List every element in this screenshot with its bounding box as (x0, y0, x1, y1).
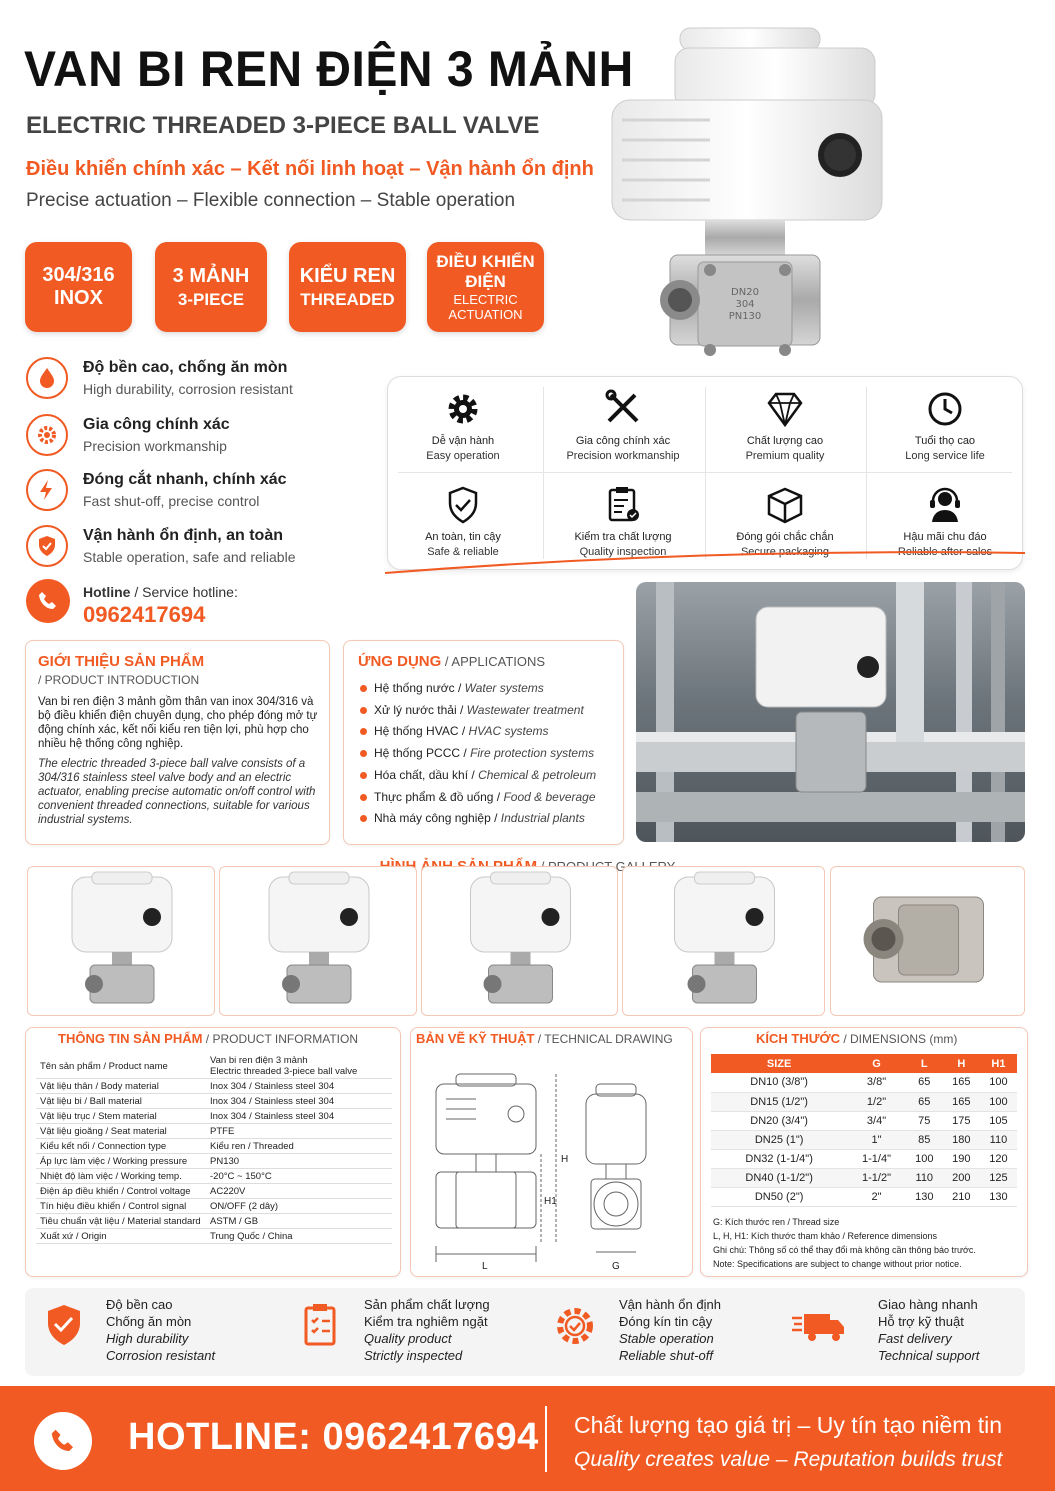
hotline-label-vi: Hotline (83, 584, 131, 600)
spec-value: Van bi ren điện 3 mảnh Electric threaded 3-piece ball valve (206, 1054, 392, 1079)
dimension-cell: 105 (980, 1111, 1017, 1130)
technical-drawing (416, 1054, 686, 1276)
footer-slogan-vi: Chất lượng tạo giá trị – Uy tín tạo niềm tin (574, 1412, 1003, 1438)
bottom-feature-line: Reliable shut-off (619, 1348, 713, 1363)
drawing-title-vi: BẢN VẼ KỸ THUẬT (416, 1031, 535, 1046)
badge-threaded-line2: THREADED (300, 289, 395, 309)
benefit-sublabel: Precision workmanship (566, 450, 680, 462)
benefits-grid (387, 376, 1023, 570)
drop-icon (26, 357, 68, 399)
dimensions-title (756, 1031, 957, 1046)
application-item: Hệ thống nước / Water systems (374, 681, 544, 695)
spec-label: Tiêu chuẩn vật liệu / Material standard (36, 1214, 206, 1229)
benefit-quality (710, 389, 860, 462)
spec-value: Inox 304 / Stainless steel 304 (206, 1109, 392, 1124)
feature-precision (26, 412, 376, 462)
badge-pieces-line1: 3 MẢNH (172, 264, 250, 287)
drawing-card (410, 1027, 693, 1277)
dimension-cell: 130 (980, 1187, 1017, 1206)
bottom-feature-line: Hỗ trợ kỹ thuật (878, 1314, 964, 1329)
dimensions-notes (713, 1215, 1023, 1271)
feature-subtitle: Stable operation, safe and reliable (83, 549, 296, 565)
application-en: Industrial plants (500, 811, 585, 826)
bottom-feature-line: Độ bền cao (106, 1297, 173, 1312)
badge-electric-line2: ĐIỆN (465, 272, 506, 291)
badge-electric (427, 242, 544, 332)
dimension-header: H (943, 1054, 980, 1073)
dimension-cell: 85 (906, 1130, 943, 1149)
dimension-cell: DN10 (3/8") (711, 1073, 847, 1092)
dim-label-l: L (482, 1261, 488, 1272)
bottom-feature-line: Sản phẩm chất lượng (364, 1297, 490, 1312)
table-row (711, 1187, 1017, 1206)
dimension-cell: 165 (943, 1073, 980, 1092)
bottom-feature-line: Giao hàng nhanh (878, 1297, 978, 1312)
benefit-sublabel: Easy operation (426, 450, 500, 462)
feature-shutoff (26, 467, 376, 517)
drawing-title-en: / TECHNICAL DRAWING (534, 1032, 673, 1046)
application-en: Water systems (464, 681, 544, 695)
dimension-cell: 1/2" (847, 1092, 906, 1111)
gear-icon (443, 389, 483, 429)
benefit-sublabel: Long service life (905, 450, 985, 462)
gallery-item[interactable] (421, 866, 618, 1016)
dimension-header: SIZE (711, 1054, 847, 1073)
bottom-feature-line: Corrosion resistant (106, 1348, 216, 1363)
spec-value: Inox 304 / Stainless steel 304 (206, 1094, 392, 1109)
dimension-cell: 175 (943, 1111, 980, 1130)
headset-icon (925, 485, 965, 525)
valve-marking-material: 304 (735, 299, 755, 310)
spec-value: -20°C ~ 150°C (206, 1169, 392, 1184)
tagline-vi: Điều khiển chính xác – Kết nối linh hoạt – Vận hành ổn định (26, 158, 594, 180)
intro-card (25, 640, 330, 845)
hotline-label (83, 584, 238, 600)
bottom-feature (790, 1292, 1020, 1374)
application-vi: Nhà máy công nghiệp (374, 811, 491, 826)
tools-icon (603, 389, 643, 429)
benefit-label: Kiểm tra chất lượng (574, 531, 672, 543)
product-info-card (25, 1027, 401, 1277)
spec-label: Vật liệu trục / Stem material (36, 1109, 206, 1124)
bottom-feature (553, 1292, 783, 1374)
intro-text-vi: Van bi ren điện 3 mảnh gồm thân van inox 304/316 và bộ điều khiển điện chuyên dụng, cho phép đóng mở tự động chính xác, kết nối kiểu ren tiện lợi, phù hợp cho nhiều hệ thống công nghiệp. (38, 696, 318, 750)
spec-label: Vật liệu bi / Ball material (36, 1094, 206, 1109)
hotline-label-en: / Service hotline: (130, 584, 238, 600)
dimension-cell: 110 (980, 1130, 1017, 1149)
dimension-cell: 120 (980, 1149, 1017, 1168)
badge-material-line2: INOX (54, 287, 103, 309)
dim-label-h1: H1 (544, 1196, 557, 1207)
applications-card (343, 640, 624, 845)
gear-icon (26, 414, 68, 456)
feature-stable (26, 523, 376, 573)
benefit-label: Tuổi thọ cao (914, 435, 976, 447)
bottom-feature-line: Đóng kín tin cậy (619, 1314, 713, 1329)
badge-electric-line4: ACTUATION (448, 307, 523, 322)
orange-swoosh (385, 548, 1025, 578)
benefit-sublabel: Quality inspection (579, 546, 667, 558)
dimension-cell: 2" (847, 1187, 906, 1206)
spec-label: Áp lực làm việc / Working pressure (36, 1154, 206, 1169)
benefit-long-life (870, 389, 1020, 462)
application-en: Chemical & petroleum (478, 767, 597, 782)
spec-value: Kiểu ren / Threaded (206, 1139, 392, 1154)
feature-title: Gia công chính xác (83, 416, 230, 433)
product-info-title-en: / PRODUCT INFORMATION (202, 1032, 359, 1046)
drawing-title (416, 1031, 673, 1046)
box-icon (765, 485, 805, 525)
spec-label: Vật liệu gioăng / Seat material (36, 1124, 206, 1139)
table-row (36, 1124, 392, 1139)
product-info-title-vi: THÔNG TIN SẢN PHẨM (58, 1031, 203, 1046)
dimension-cell: DN50 (2") (711, 1187, 847, 1206)
clipboard-icon (298, 1302, 356, 1359)
application-en: Fire protection systems (470, 746, 595, 761)
spec-value: ASTM / GB (206, 1214, 392, 1229)
bottom-feature-line: Fast delivery (878, 1331, 952, 1346)
bottom-feature (42, 1292, 272, 1374)
shield-icon (26, 525, 68, 567)
dimensions-title-en: / DIMENSIONS (mm) (839, 1032, 958, 1046)
gallery-item[interactable] (219, 866, 417, 1016)
dimension-header: H1 (980, 1054, 1017, 1073)
phone-icon[interactable] (26, 579, 70, 623)
badge-electric-line1: ĐIỀU KHIỂN (436, 252, 535, 271)
application-item: Hệ thống HVAC / HVAC systems (374, 724, 549, 739)
dimension-cell: 130 (906, 1187, 943, 1206)
page-title: VAN BI REN ĐIỆN 3 MẢNH (24, 41, 634, 97)
applications-title (358, 653, 545, 670)
table-row (36, 1154, 392, 1169)
benefit-precision (548, 389, 698, 462)
benefit-label: Đóng gói chắc chắn (736, 531, 834, 543)
table-row (36, 1199, 392, 1214)
dimension-cell: 75 (906, 1111, 943, 1130)
applications-title-en: / APPLICATIONS (441, 654, 546, 669)
dimension-cell: 1-1/2" (847, 1168, 906, 1187)
application-vi: Hệ thống nước (374, 681, 455, 695)
badge-pieces (155, 242, 267, 332)
benefit-label: Hậu mãi chu đáo (903, 531, 987, 543)
feature-subtitle: High durability, corrosion resistant (83, 381, 293, 397)
gallery-item[interactable] (622, 866, 825, 1016)
spec-value: Trung Quốc / China (206, 1229, 392, 1244)
phone-icon[interactable] (34, 1412, 92, 1470)
gear-check-icon (553, 1302, 611, 1359)
dimension-cell: 210 (943, 1187, 980, 1206)
badge-electric-line3: ELECTRIC (453, 292, 518, 307)
feature-subtitle: Fast shut-off, precise control (83, 493, 260, 509)
table-row (36, 1184, 392, 1199)
clock-icon (925, 389, 965, 429)
benefit-label: Gia công chính xác (575, 435, 671, 447)
dimension-cell: 3/4" (847, 1111, 906, 1130)
gallery-item[interactable] (830, 866, 1025, 1016)
dim-label-h: H (561, 1154, 569, 1165)
benefit-sublabel: Premium quality (745, 450, 825, 462)
table-row (36, 1109, 392, 1124)
dimension-cell: 100 (980, 1073, 1017, 1092)
dimensions-card (700, 1027, 1028, 1277)
hotline-number[interactable]: 0962417694 (83, 602, 206, 627)
bottom-feature-line: Technical support (878, 1348, 980, 1363)
dim-label-g: G (612, 1261, 620, 1272)
bottom-feature-line: Stable operation (619, 1331, 714, 1346)
application-vi: Thực phẩm & đồ uống (374, 789, 494, 804)
dimension-header: L (906, 1054, 943, 1073)
feature-title: Vận hành ổn định, an toàn (83, 527, 283, 544)
intro-title: GIỚI THIỆU SẢN PHẨM (38, 653, 205, 670)
shield-check-icon (42, 1302, 100, 1359)
clipboard-icon (603, 485, 643, 525)
application-vi: Hệ thống HVAC (374, 724, 459, 739)
spec-label: Nhiệt độ làm việc / Working temp. (36, 1169, 206, 1184)
bottom-feature (298, 1292, 528, 1374)
spec-label: Xuất xứ / Origin (36, 1229, 206, 1244)
dimension-cell: 165 (943, 1092, 980, 1111)
application-item: Hóa chất, dầu khí / Chemical & petroleum (374, 767, 597, 782)
dimension-note: Note: Specifications are subject to change without prior notice. (713, 1259, 962, 1269)
bottom-feature-line: Quality product (364, 1331, 452, 1346)
dimension-cell: 1" (847, 1130, 906, 1149)
spec-label: Kiểu kết nối / Connection type (36, 1139, 206, 1154)
dimension-cell: DN32 (1-1/4") (711, 1149, 847, 1168)
dimension-cell: DN25 (1") (711, 1130, 847, 1149)
badge-material-line1: 304/316 (42, 264, 115, 286)
benefit-label: Dễ vận hành (431, 435, 495, 447)
valve-marking-size: DN20 (731, 287, 759, 298)
spec-value: PTFE (206, 1124, 392, 1139)
application-item: Thực phẩm & đồ uống / Food & beverage (374, 789, 596, 804)
table-row (36, 1229, 392, 1244)
benefit-easy-operation (388, 389, 538, 462)
spec-value: AC220V (206, 1184, 392, 1199)
dimensions-title-vi: KÍCH THƯỚC (756, 1031, 840, 1046)
table-row (36, 1054, 392, 1079)
bottom-feature-line: Chống ăn mòn (106, 1314, 192, 1329)
dimension-header: G (847, 1054, 906, 1073)
valve-marking-pressure: PN130 (728, 311, 762, 322)
dimension-cell: 180 (943, 1130, 980, 1149)
application-vi: Hóa chất, dầu khí (374, 767, 469, 782)
feature-durability (26, 355, 376, 405)
application-en: Food & beverage (503, 789, 596, 804)
dimension-cell: 110 (906, 1168, 943, 1187)
table-row (36, 1214, 392, 1229)
footer-hotline[interactable]: HOTLINE: 0962417694 (128, 1416, 539, 1458)
badge-threaded (289, 242, 406, 332)
dimension-cell: 100 (980, 1092, 1017, 1111)
table-row (711, 1092, 1017, 1111)
benefit-sublabel: Reliable after-sales (897, 546, 993, 558)
truck-icon (790, 1302, 848, 1359)
application-item: Xử lý nước thải / Wastewater treatment (374, 702, 584, 717)
dimension-cell: 65 (906, 1092, 943, 1111)
spec-label: Điện áp điều khiển / Control voltage (36, 1184, 206, 1199)
dimension-cell: 125 (980, 1168, 1017, 1187)
shield-check-icon (443, 485, 483, 525)
bottom-feature-line: Kiểm tra nghiêm ngặt (364, 1314, 488, 1329)
intro-title-en: / PRODUCT INTRODUCTION (38, 673, 200, 687)
diamond-icon (765, 389, 805, 429)
hero-valve-image (600, 20, 890, 365)
table-row (711, 1149, 1017, 1168)
spec-label: Tên sản phẩm / Product name (36, 1054, 206, 1079)
applications-title-vi: ỨNG DỤNG (358, 653, 442, 670)
dimension-note: Ghi chú: Thông số có thể thay đổi mà không cần thông báo trước. (713, 1245, 976, 1255)
application-en: Wastewater treatment (466, 702, 584, 717)
installation-photo (636, 582, 1025, 842)
feature-title: Độ bền cao, chống ăn mòn (83, 359, 288, 376)
table-row (36, 1094, 392, 1109)
application-en: HVAC systems (468, 724, 549, 739)
table-row (36, 1079, 392, 1094)
applications-list (358, 681, 618, 841)
table-row (711, 1073, 1017, 1092)
bottom-feature-line: High durability (106, 1331, 189, 1346)
application-item: Nhà máy công nghiệp / Industrial plants (374, 811, 585, 826)
dimension-cell: 190 (943, 1149, 980, 1168)
lightning-icon (26, 469, 68, 511)
product-info-title (58, 1031, 358, 1046)
table-row (711, 1168, 1017, 1187)
table-row (711, 1130, 1017, 1149)
application-vi: Xử lý nước thải (374, 702, 457, 717)
dimensions-table (711, 1054, 1017, 1207)
badge-pieces-line2: 3-PIECE (177, 289, 245, 309)
spec-value: PN130 (206, 1154, 392, 1169)
feature-title: Đóng cắt nhanh, chính xác (83, 471, 287, 488)
application-item: Hệ thống PCCC / Fire protection systems (374, 746, 595, 761)
application-vi: Hệ thống PCCC (374, 746, 461, 761)
dimension-cell: 200 (943, 1168, 980, 1187)
table-row (36, 1139, 392, 1154)
dimension-cell: DN15 (1/2") (711, 1092, 847, 1111)
benefit-sublabel: Secure packaging (740, 546, 830, 558)
benefit-label: Chất lượng cao (746, 435, 824, 447)
spec-label: Vật liệu thân / Body material (36, 1079, 206, 1094)
page-subtitle: ELECTRIC THREADED 3-PIECE BALL VALVE (26, 112, 540, 139)
bottom-feature-line: Strictly inspected (364, 1348, 463, 1363)
table-row (711, 1111, 1017, 1130)
dimension-cell: 1-1/4" (847, 1149, 906, 1168)
spec-value: ON/OFF (2 dây) (206, 1199, 392, 1214)
dimension-cell: 3/8" (847, 1073, 906, 1092)
dimension-note: G: Kích thước ren / Thread size (713, 1217, 840, 1227)
dimension-cell: DN20 (3/4") (711, 1111, 847, 1130)
badge-threaded-line1: KIỂU REN (299, 264, 396, 287)
dimension-cell: DN40 (1-1/2") (711, 1168, 847, 1187)
dimension-cell: 65 (906, 1073, 943, 1092)
gallery-item[interactable] (27, 866, 215, 1016)
footer-slogan-en: Quality creates value – Reputation builds trust (574, 1448, 1003, 1471)
table-row (36, 1169, 392, 1184)
benefit-sublabel: Safe & reliable (427, 546, 499, 558)
badge-material (25, 242, 132, 332)
spec-value: Inox 304 / Stainless steel 304 (206, 1079, 392, 1094)
spec-label: Tín hiệu điều khiển / Control signal (36, 1199, 206, 1214)
dimension-cell: 100 (906, 1149, 943, 1168)
feature-subtitle: Precision workmanship (83, 438, 227, 454)
bottom-feature-line: Vận hành ổn định (619, 1297, 721, 1312)
tagline-en: Precise actuation – Flexible connection – Stable operation (26, 190, 516, 211)
benefit-label: An toàn, tin cậy (425, 531, 501, 543)
footer (0, 1386, 1055, 1491)
intro-text-en: The electric threaded 3-piece ball valve consists of a 304/316 stainless steel valve body and an electric actuator, enabling precise automatic on/off control with convenient threaded connections, suitable for various industrial systems. (38, 758, 316, 826)
dimension-note: L, H, H1: Kích thước tham khảo / Reference dimensions (713, 1231, 938, 1241)
product-info-table (36, 1054, 392, 1244)
